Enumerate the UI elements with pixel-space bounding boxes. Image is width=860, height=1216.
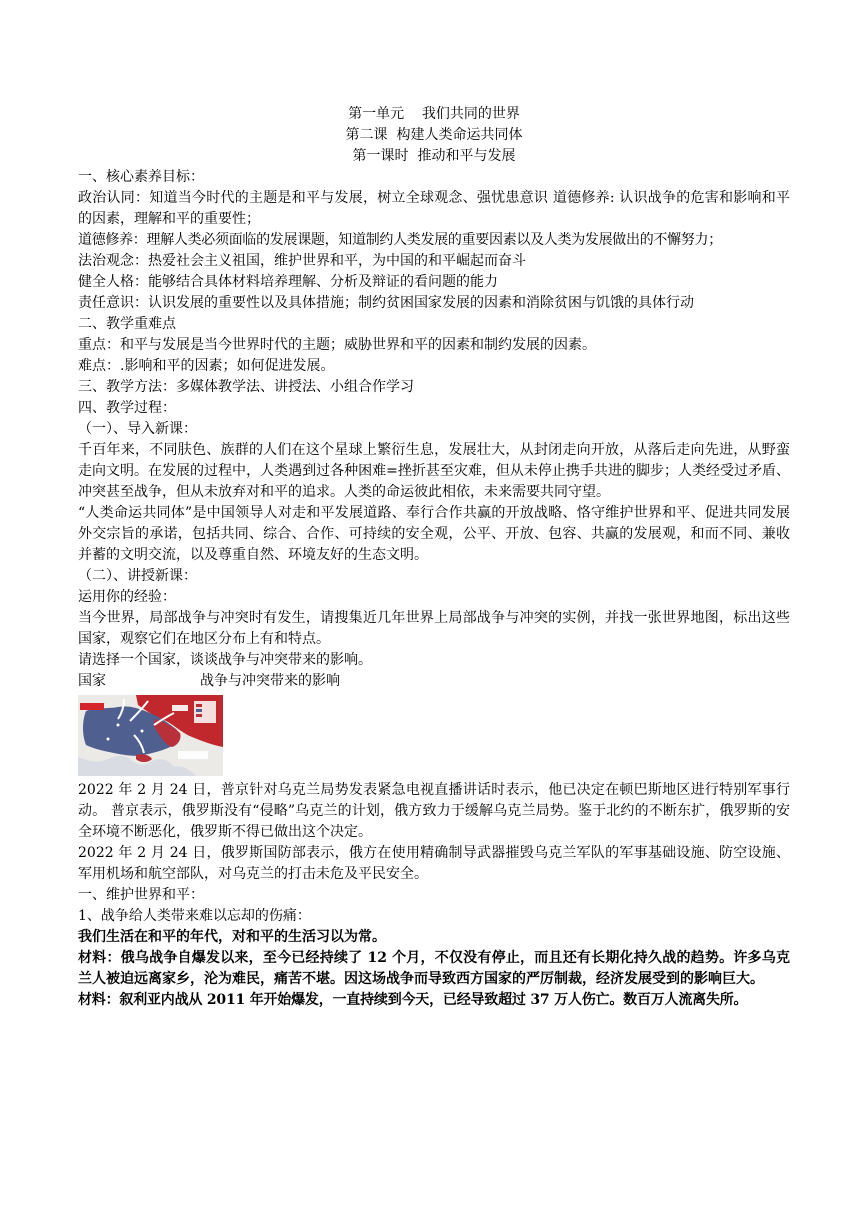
methods-text: 三、教学方法：多媒体教学法、讲授法、小组合作学习 — [78, 379, 414, 395]
material-2: 材料：叙利亚内战从 2011 年开始爆发，一直持续到今天，已经导致超过 37 万人伤亡。数百万人流离失所。 — [78, 992, 748, 1008]
task-2: 请选择一个国家，谈谈战争与冲突带来的影响。 — [78, 652, 372, 668]
peace-heading: 一、维护世界和平： — [78, 887, 204, 903]
goal-personality: 健全人格：能够结合具体材料培养理解、分析及辩证的看问题的能力 — [78, 274, 498, 290]
goal-responsibility: 责任意识：认识发展的重要性以及具体措施；制约贫困国家发展的因素和消除贫困与饥饿的具体行动 — [78, 295, 694, 311]
intro-heading: （一）、导入新课： — [78, 421, 197, 437]
table-col-impact: 战争与冲突带来的影响 — [200, 673, 340, 689]
task-1: 当今世界，局部战争与冲突时有发生，请搜集近几年世界上局部战争与冲突的实例，并找一张世界地图，标出这些国家，观察它们在地区分布上有和特点。 — [78, 610, 790, 647]
harm-heading: 1、战争给人类带来难以忘却的伤痛： — [78, 908, 311, 924]
goal-law: 法治观念：热爱社会主义祖国，维护世界和平，为中国的和平崛起而奋斗 — [78, 253, 526, 269]
experience-label: 运用你的经验： — [78, 589, 176, 605]
intro-paragraph-1: 千百年来，不同肤色、族群的人们在这个星球上繁衍生息，发展壮大，从封闭走向开放，从落后走向先进，从野蛮走向文明。在发展的过程中，人类遇到过各种困难=挫折甚至灾难，但从未停止携手共进的脚步；人类经受过矛盾、冲突甚至战争，但从未放弃对和平的追求。人类的命运彼此相依，未来需要共同守望。 — [78, 442, 790, 500]
ukraine-conflict-map-image — [78, 695, 223, 776]
process-heading: 四、教学过程： — [78, 400, 176, 416]
news-paragraph-2: 2022 年 2 月 24 日，俄罗斯国防部表示，俄方在使用精确制导武器摧毁乌克兰军队的军事基础设施、防空设施、军用机场和航空部队，对乌克兰的打击未危及平民安全。 — [78, 845, 790, 882]
period-title: 第一课时 推动和平与发展 — [352, 148, 516, 164]
keypoints-heading: 二、教学重难点 — [78, 316, 176, 332]
difficulty-text: 难点：.影响和平的因素；如何促进发展。 — [78, 358, 335, 374]
goals-heading: 一、核心素养目标： — [78, 169, 204, 185]
new-lesson-heading: （二）、讲授新课： — [78, 568, 197, 584]
goal-moral: 道德修养：理解人类必须面临的发展课题，知道制约人类发展的重要因素以及人类为发展做出的不懈努力； — [78, 232, 722, 248]
lesson-title: 第二课 构建人类命运共同体 — [345, 127, 523, 143]
table-header — [78, 671, 790, 692]
news-paragraph-1: 2022 年 2 月 24 日，普京针对乌克兰局势发表紧急电视直播讲话时表示，他已决定在顿巴斯地区进行特别军事行动。 普京表示，俄罗斯没有“侵略”乌克兰的计划，俄方致力于缓解乌克兰局势。鉴于北约的不断东扩，俄罗斯的安全环境不断恶化，俄罗斯不得已做出这个决定。 — [78, 782, 790, 840]
goal-political: 政治认同：知道当今时代的主题是和平与发展，树立全球观念、强忧患意识 道德修养: 认识战争的危害和影响和平的因素，理解和平的重要性； — [78, 190, 790, 227]
unit-title: 第一单元 我们共同的世界 — [348, 106, 520, 122]
material-1: 材料：俄乌战争自爆发以来，至今已经持续了 12 个月，不仅没有停止，而且还有长期化持久战的趋势。许多乌克兰人被迫远离家乡，沦为难民，痛苦不堪。因这场战争而导致西方国家的严厉制裁，经济发展受到的影响巨大。 — [78, 950, 790, 987]
intro-paragraph-2: “人类命运共同体”是中国领导人对走和平发展道路、奉行合作共赢的开放战略、恪守维护世界和平、促进共同发展外交宗旨的承诺，包括共同、综合、合作、可持续的安全观，公平、开放、包容、共赢的发展观，和而不同、兼收并蓄的文明交流，以及尊重自然、环境友好的生态文明。 — [78, 505, 790, 563]
document-page — [78, 104, 790, 1011]
bold-statement: 我们生活在和平的年代，对和平的生活习以为常。 — [78, 929, 386, 945]
table-col-country: 国家 — [78, 673, 106, 689]
keypoint-text: 重点：和平与发展是当今世界时代的主题；威胁世界和平的因素和制约发展的因素。 — [78, 337, 596, 353]
